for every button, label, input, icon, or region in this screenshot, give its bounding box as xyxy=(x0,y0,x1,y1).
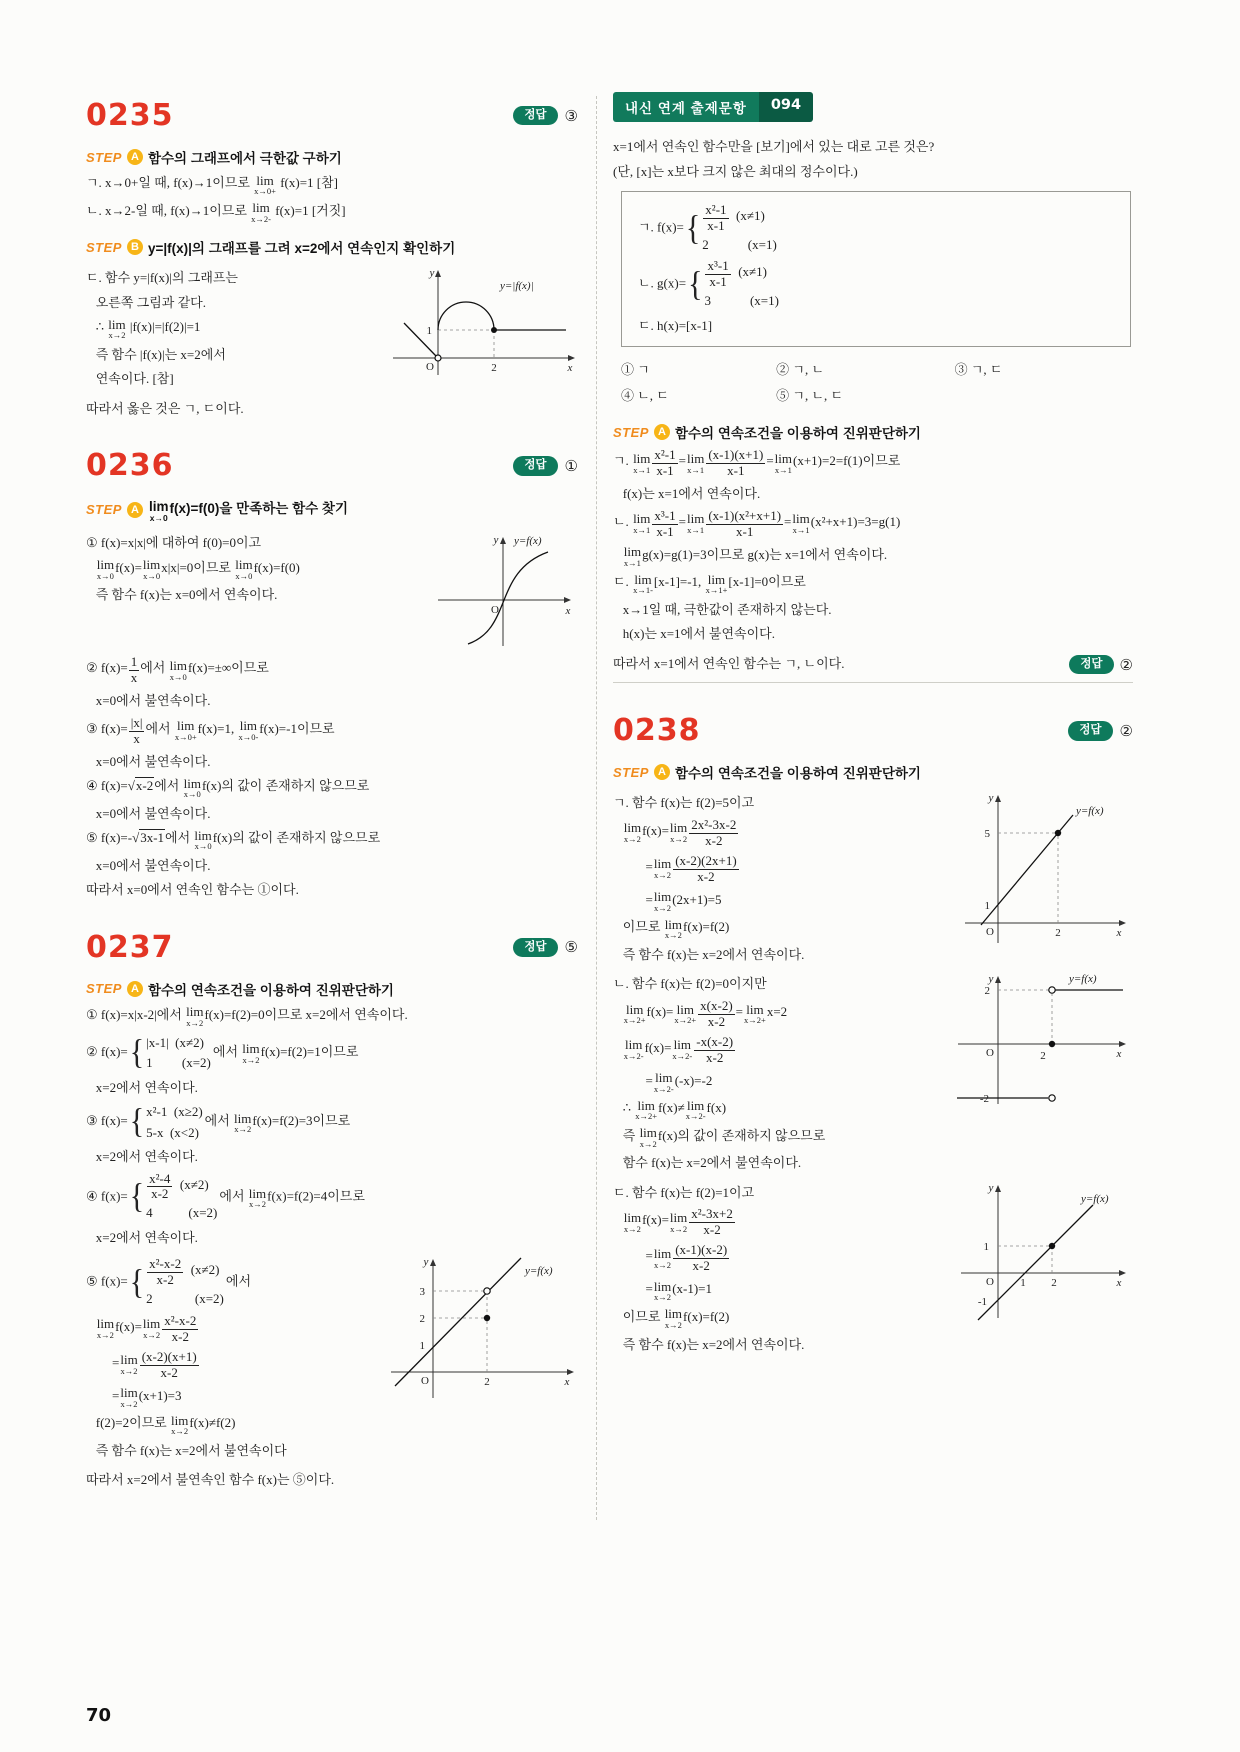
solution-block xyxy=(86,528,578,650)
text-line: ② ㄱ, ㄴ xyxy=(776,362,825,378)
column-divider xyxy=(596,96,597,1520)
graph-238-g3 xyxy=(943,1178,1133,1326)
answer-indicator xyxy=(513,938,578,958)
fraction: $\frac{|x|}{x}$ xyxy=(130,714,143,746)
limit-notation: lim x→2 xyxy=(623,1210,642,1234)
step-heading xyxy=(613,762,1133,782)
problem-header xyxy=(613,713,1133,748)
tick-label: 2 xyxy=(1040,1050,1046,1063)
fraction: $\frac{-x(x-2)}{x-2}$ xyxy=(696,1033,734,1065)
text-line: 따라서 x=1에서 연속인 함수는 ㄱ, ㄴ이다. xyxy=(613,655,845,671)
limit-notation: lim x→2 xyxy=(653,1278,672,1303)
text-line: lim x→2+ f(x)= lim x→2+ $\frac{x(x-2)}{x-2}$ = lim x→2+ x=2 xyxy=(623,997,788,1029)
limit-notation: lim x→2 xyxy=(108,316,126,341)
answer-choice: ③ xyxy=(564,107,578,125)
fraction: $\frac{\text{x²-4}}{x-2}$ xyxy=(149,1170,171,1202)
text-line: 따라서 x=2에서 불연속인 함수 f(x)는 ⑤이다. xyxy=(86,1472,335,1488)
limit-notation: lim x→2 xyxy=(142,1316,161,1341)
step-heading xyxy=(613,422,1133,442)
piecewise-cases: { $\frac{\text{x³-1}}{x-1}$ (x≠1) 3 (x=1) xyxy=(688,258,779,309)
limit-notation: lim x→0 xyxy=(142,557,161,581)
limit-notation: lim x→1 xyxy=(686,511,705,535)
bogi-box xyxy=(621,191,1131,347)
y-axis-label: y xyxy=(429,267,435,280)
text-line: ㄷ. 함수 y=|f(x)|의 그래프는 xyxy=(86,270,238,286)
step-title: 함수의 그래프에서 극한값 구하기 xyxy=(147,151,342,166)
limit-notation: lim x→0 xyxy=(169,658,187,682)
problem-number: 0237 xyxy=(86,929,174,965)
step-title: lim x→0 f(x)=f(0)을 만족하는 함수 찾기 xyxy=(148,498,348,523)
graph-abs-fx xyxy=(378,263,578,385)
piecewise-cases: { x²-1 (x≥2) 5-x (x<2) xyxy=(129,1102,203,1141)
text-line: 즉 함수 f(x)는 x=0에서 연속이다. xyxy=(86,587,278,603)
solution-block xyxy=(613,1178,1133,1359)
problem-0236 xyxy=(86,448,578,899)
limit-notation: lim x→0- xyxy=(238,718,259,743)
problem-number: 0236 xyxy=(86,448,174,484)
limit-notation: lim x→0 xyxy=(183,775,201,800)
right-column xyxy=(613,92,1133,1389)
y-axis-label: y xyxy=(423,1256,429,1269)
answer-badge: 정답 xyxy=(513,106,557,126)
text-line: ⑤ f(x)=-√3x-1에서 lim x→0 f(x)의 값이 존재하지 않으므로 xyxy=(86,827,381,852)
text-line: = lim x→2 $\frac{(x-2)(x+1)}{x-2}$ xyxy=(86,1348,197,1380)
answer-badge: 정답 xyxy=(513,938,557,958)
answer-indicator xyxy=(513,456,578,476)
text-line: ㄱ. 함수 f(x)는 f(2)=5이고 xyxy=(613,795,755,811)
fraction: $\frac{\text{(x-1)(x²+x+1)}}{x-1}$ xyxy=(708,507,782,539)
fraction: $\frac{\text{x²-1}}{x-1}$ xyxy=(654,447,676,479)
fraction: $\frac{x(x-2)}{x-2}$ xyxy=(700,997,733,1029)
answer-choices xyxy=(621,357,1133,408)
limit-notation: lim x→1 xyxy=(686,450,705,475)
step-label: STEP xyxy=(86,149,122,165)
tick-label: 5 xyxy=(984,828,990,841)
tick-label: 3 xyxy=(419,1286,425,1299)
solution-lines xyxy=(613,1178,935,1359)
limit-notation: lim x→2 xyxy=(653,856,672,880)
solution-lines xyxy=(86,173,578,223)
tick-label: 1 xyxy=(419,1340,425,1353)
piecewise-cases: { |x-1| (x≠2) 1 (x=2) xyxy=(129,1033,211,1072)
solution-block xyxy=(613,969,1133,1178)
text-line: ④ ㄴ, ㄷ xyxy=(621,387,669,403)
tick-label: -2 xyxy=(979,1093,989,1106)
y-axis-label: y xyxy=(493,534,499,547)
text-line: ① ㄱ xyxy=(621,362,650,378)
step-heading xyxy=(86,147,578,167)
problem-0237 xyxy=(86,930,578,1490)
limit-notation: lim x→2 xyxy=(669,1210,688,1234)
text-line: ㄷ. 함수 f(x)는 f(2)=1이고 xyxy=(613,1184,755,1200)
text-line: lim x→1 g(x)=g(1)=3이므로 g(x)는 x=1에서 연속이다. xyxy=(623,544,888,568)
step-letter-badge: A xyxy=(127,502,143,518)
answer-indicator xyxy=(1068,721,1133,741)
limit-notation: lim x→2+ xyxy=(744,1001,766,1026)
text-line: (단, [x]는 x보다 크지 않은 최대의 정수이다.) xyxy=(613,163,858,179)
step-label: STEP xyxy=(86,502,122,518)
text-line: = lim x→2- (-x)=-2 xyxy=(613,1070,713,1094)
x-axis-label: x xyxy=(1116,1276,1122,1289)
limit-notation: lim x→2 xyxy=(120,1352,138,1376)
piecewise-cases: { $\frac{\text{x²-4}}{x-2}$ (x≠2) 4 (x=2) xyxy=(129,1170,218,1221)
text-line: ㄱ. lim x→1 $\frac{\text{x²-1}}{x-1}$ = lim x→1 $\frac{(x-1)(x+1)}{x-1}$ = lim x→1 (x+1)=2=f(1)이므로 xyxy=(613,447,901,479)
piecewise-cases: { $\frac{\text{x²-1}}{x-1}$ (x≠1) 2 (x=1) xyxy=(685,202,777,252)
limit-notation: lim x→2 xyxy=(653,1246,672,1270)
x-axis-label: x xyxy=(1116,927,1122,940)
square-root: √3x-1 xyxy=(132,830,165,846)
problem-header xyxy=(86,448,578,483)
limit-notation: lim x→2 xyxy=(171,1412,189,1437)
origin-label: O xyxy=(986,1275,994,1288)
text-line: x=2에서 연속이다. xyxy=(86,1229,198,1245)
text-line: ① f(x)=x|x|에 대하여 f(0)=0이고 xyxy=(86,535,262,551)
limit-notation: lim x→2- xyxy=(672,1037,693,1062)
step-title: y=|f(x)|의 그래프를 그려 x=2에서 연속인지 확인하기 xyxy=(147,241,456,257)
text-line: x=2에서 연속이다. xyxy=(86,1079,198,1095)
limit-notation: lim x→0 xyxy=(96,557,115,581)
answer-choice: ② xyxy=(1119,722,1133,740)
solution-lines xyxy=(613,448,1133,644)
fraction: $\frac{\text{x²-x-2}}{x-2}$ xyxy=(164,1312,197,1344)
text-line: ㄴ. g(x)= { $\frac{\text{x³-1}}{x-1}$ (x≠1) 3 (x=1) xyxy=(638,259,1114,310)
graph-line-discontinuity xyxy=(373,1252,578,1404)
fraction: $\frac{(x-2)(x+1)}{x-2}$ xyxy=(141,1348,197,1380)
two-column-layout xyxy=(86,92,1190,1520)
limit-notation: lim x→2 xyxy=(653,889,672,913)
fraction: $\frac{(x-1)(x+1)}{x-1}$ xyxy=(708,447,764,479)
text-line: 즉 함수 f(x)는 x=2에서 연속이다. xyxy=(613,1336,805,1352)
graph-238-g2 xyxy=(943,969,1133,1111)
limit-notation: lim x→1 xyxy=(623,544,642,568)
problem-number: 0238 xyxy=(613,713,701,749)
text-line: x=0에서 불연속이다. xyxy=(86,857,211,873)
limit-notation: lim x→2 xyxy=(96,1316,115,1341)
answer-choice: ① xyxy=(564,457,578,475)
fraction: $\frac{(x-1)(x-2)}{x-2}$ xyxy=(675,1242,728,1274)
solution-lines xyxy=(86,1252,365,1465)
problem-header xyxy=(86,930,578,965)
text-line: 즉 함수 |f(x)|는 x=2에서 xyxy=(86,346,226,362)
text-line: 이므로 lim x→2 f(x)=f(2) xyxy=(613,1306,730,1331)
origin-label: O xyxy=(421,1375,429,1388)
text-line: 즉 함수 f(x)는 x=2에서 불연속이다 xyxy=(86,1442,287,1458)
text-line: ㄷ. h(x)=[x-1] xyxy=(638,317,713,333)
y-axis-label: y xyxy=(988,1181,994,1194)
step-title: 함수의 연속조건을 이용하여 진위판단하기 xyxy=(674,766,921,782)
text-line: lim x→0 f(x)= lim x→0 x|x|=0이므로 lim x→0 f(x)=f(0) xyxy=(96,557,300,581)
page-number: 70 xyxy=(86,1705,112,1726)
text-line: h(x)는 x=1에서 불연속이다. xyxy=(613,626,775,642)
linked-problem-number: 094 xyxy=(759,92,813,122)
text-line: 함수 f(x)는 x=2에서 불연속이다. xyxy=(613,1155,802,1171)
limit-notation: lim x→2- xyxy=(623,1037,644,1062)
step-letter-badge: A xyxy=(654,424,670,440)
answer-indicator xyxy=(1069,655,1133,679)
limit-notation: lim x→1+ xyxy=(705,571,728,596)
limit-notation: lim x→2+ xyxy=(623,1001,646,1026)
limit-notation: lim x→2 xyxy=(248,1185,267,1210)
fraction: $\frac{\text{x³-1}}{x-1}$ xyxy=(707,258,729,290)
x-axis-label: x xyxy=(567,362,573,375)
text-line: ① f(x)=x|x-2|에서 lim x→2 f(x)=f(2)=0이므로 x=2에서 연속이다. xyxy=(86,1004,408,1029)
problem-header xyxy=(86,98,578,133)
fraction: $\frac{1}{x}$ xyxy=(130,654,138,686)
answer-indicator xyxy=(513,106,578,126)
tick-label: 1 xyxy=(984,900,990,913)
text-line: ④ f(x)=√x-2에서 lim x→0 f(x)의 값이 존재하지 않으므로 xyxy=(86,775,370,800)
tick-label: 1 xyxy=(983,1240,989,1253)
text-line: ㄷ. lim x→1- [x-1]=-1, lim x→1+ [x-1]=0이므로 xyxy=(613,571,806,596)
y-axis-label: y xyxy=(988,792,994,805)
limit-notation: lim x→0 xyxy=(194,827,212,852)
text-line: x=1에서 연속인 함수만을 [보기]에서 있는 대로 고른 것은? xyxy=(613,139,935,154)
fraction: $\frac{\text{x²-1}}{x-1}$ xyxy=(705,202,727,233)
curve-label: y=f(x) xyxy=(1076,805,1104,818)
text-line: x=0에서 불연속이다. xyxy=(86,805,211,821)
x-axis-label: x xyxy=(1116,1048,1122,1061)
text-line: lim x→2- f(x)= lim x→2- $\frac{-x(x-2)}{x-2}$ xyxy=(623,1033,734,1065)
tick-label: 2 xyxy=(491,362,497,375)
text-line: 오른쪽 그림과 같다. xyxy=(86,294,206,310)
linked-problem-094 xyxy=(613,92,1133,683)
text-line: 이므로 lim x→2 f(x)=f(2) xyxy=(613,916,730,941)
fraction: $\frac{\text{2x²-3x-2}}{x-2}$ xyxy=(691,816,737,848)
limit-notation: lim x→2- xyxy=(685,1097,706,1122)
closing-row xyxy=(613,649,1133,679)
text-line: f(x)는 x=1에서 연속이다. xyxy=(613,486,761,502)
origin-label: O xyxy=(426,361,434,374)
text-line: ③ f(x)= { x²-1 (x≥2) 5-x (x<2) 에서 lim x→2 f(x)=f(2)=3이므로 xyxy=(86,1102,351,1141)
x-axis-label: x xyxy=(564,1376,570,1389)
tick-label: 1 xyxy=(1020,1276,1026,1289)
text-line: x=0에서 불연속이다. xyxy=(86,753,211,769)
closing-lines xyxy=(86,1470,578,1490)
solution-block xyxy=(86,1252,578,1465)
limit-notation: lim x→1 xyxy=(633,511,651,535)
limit-notation: lim x→1 xyxy=(792,511,810,535)
text-line: ③ f(x)= $\frac{|x|}{x}$ 에서 lim x→0+ f(x)=1, lim x→0- f(x)=-1이므로 xyxy=(86,714,335,746)
problem-0235 xyxy=(86,98,578,418)
text-line: ② f(x)= { |x-1| (x≠2) 1 (x=2) 에서 lim x→2 f(x)=f(2)=1이므로 xyxy=(86,1033,359,1072)
solution-block xyxy=(86,263,578,394)
answer-choice: ② xyxy=(1119,656,1133,674)
solution-block xyxy=(613,788,1133,969)
text-line: 즉 lim x→2 f(x)의 값이 존재하지 않으므로 xyxy=(613,1125,826,1149)
curve-label: y=f(x) xyxy=(1069,973,1097,986)
text-line: 즉 함수 f(x)는 x=2에서 연속이다. xyxy=(613,946,805,962)
text-line: ∴ lim x→2+ f(x)≠ lim x→2- f(x) xyxy=(613,1097,727,1122)
limit-notation: lim x→2 xyxy=(623,820,642,845)
limit-notation: lim x→2+ xyxy=(674,1001,697,1026)
text-line: ④ f(x)= { $\frac{\text{x²-4}}{x-2}$ (x≠2) 4 (x=2) 에서 lim x→2 f(x)=f(2)=4이므로 xyxy=(86,1172,578,1223)
text-line: ∴ lim x→2 |f(x)|=|f(2)|=1 xyxy=(86,316,201,341)
x-axis-label: x xyxy=(565,605,571,618)
piecewise-cases: { $\frac{\text{x²-x-2}}{x-2}$ (x≠2) 2 (x=2) xyxy=(129,1256,224,1307)
y-axis-label: y xyxy=(988,973,994,986)
step-heading xyxy=(86,979,578,999)
step-label: STEP xyxy=(86,981,122,997)
origin-label: O xyxy=(491,604,499,617)
fraction: $\frac{\text{x²-3x+2}}{x-2}$ xyxy=(691,1206,733,1238)
step-label: STEP xyxy=(613,424,649,440)
text-line: ⑤ f(x)= { $\frac{\text{x²-x-2}}{x-2}$ (x≠2) 2 (x=2) 에서 xyxy=(86,1257,365,1308)
closing-lines xyxy=(86,399,578,419)
text-line: = lim x→2 (x+1)=3 xyxy=(86,1385,182,1409)
step-letter-badge: A xyxy=(127,149,143,165)
curve-label: y=f(x) xyxy=(525,1265,553,1278)
step-letter-badge: A xyxy=(127,981,143,997)
limit-notation: lim x→2 xyxy=(664,1306,683,1331)
text-line: = lim x→2 (2x+1)=5 xyxy=(613,889,722,913)
text-line: ③ ㄱ, ㄷ xyxy=(954,362,1003,378)
limit-notation: lim x→2 xyxy=(639,1125,657,1149)
text-line: 따라서 옳은 것은 ㄱ, ㄷ이다. xyxy=(86,400,244,416)
text-line: ㄴ. lim x→1 $\frac{\text{x³-1}}{x-1}$ = lim x→1 $\frac{\text{(x-1)(x²+x+1)}}{x-1}$ = lim x→1 (x²+x+1)=3=g(1) xyxy=(613,507,901,539)
text-line: = lim x→2 $\frac{(x-2)(2x+1)}{x-2}$ xyxy=(613,852,737,884)
answer-choice: ⑤ xyxy=(564,939,578,957)
text-line: x→1일 때, 극한값이 존재하지 않는다. xyxy=(613,601,832,617)
limit-notation: lim x→1 xyxy=(774,450,792,475)
tick-label: 1 xyxy=(426,325,432,338)
text-line: ㄴ. x→2-일 때, f(x)→1이므로 lim x→2- f(x)=1 [거짓] xyxy=(86,200,346,224)
text-line: lim x→2 f(x)= lim x→2 $\frac{\text{x²-x-2}}{x-2}$ xyxy=(96,1312,197,1344)
tick-label: 2 xyxy=(484,1376,490,1389)
text-line: ㄴ. 함수 f(x)는 f(2)=0이지만 xyxy=(613,976,767,992)
text-line: = lim x→2 $\frac{(x-1)(x-2)}{x-2}$ xyxy=(613,1242,728,1274)
answer-badge: 정답 xyxy=(1069,655,1113,675)
square-root: √x-2 xyxy=(127,778,154,794)
step-title: 함수의 연속조건을 이용하여 진위판단하기 xyxy=(147,982,394,998)
curve-label: y=f(x) xyxy=(514,535,542,548)
section-divider xyxy=(613,682,1133,683)
text-line: lim x→2 f(x)= lim x→2 $\frac{\text{2x²-3x-2}}{x-2}$ xyxy=(623,816,737,848)
origin-label: O xyxy=(986,1047,994,1060)
linked-banner-title: 내신 연계 출제문항 xyxy=(613,92,759,122)
left-column xyxy=(86,92,578,1520)
limit-notation: lim x→2- xyxy=(653,1070,674,1094)
text-line: 따라서 x=0에서 연속인 함수는 ①이다. xyxy=(86,882,299,898)
text-line: ㄱ. f(x)= { $\frac{\text{x²-1}}{x-1}$ (x≠1) 2 (x=1) xyxy=(638,203,1114,254)
solution-lines xyxy=(613,969,935,1178)
curve-label: y=f(x) xyxy=(1081,1192,1109,1205)
tick-label: 2 xyxy=(984,985,990,998)
text-line: ② f(x)= $\frac{1}{x}$ 에서 lim x→0 f(x)=±∞이므로 xyxy=(86,654,269,686)
problem-0238 xyxy=(613,713,1133,1359)
text-line: ㄱ. x→0+일 때, f(x)→1이므로 lim x→0+ f(x)=1 [참] xyxy=(86,172,339,197)
limit-notation: lim x→2 xyxy=(234,1110,252,1135)
text-line: x=2에서 연속이다. xyxy=(86,1149,198,1165)
solution-lines xyxy=(86,528,410,610)
origin-label: O xyxy=(986,926,994,939)
limit-notation: lim x→0+ xyxy=(174,718,197,743)
limit-notation: lim x→2 xyxy=(120,1385,138,1409)
limit-notation: lim x→0+ xyxy=(254,172,276,197)
solution-lines xyxy=(86,263,370,394)
limit-notation: lim x→1 xyxy=(633,450,651,475)
limit-notation: lim x→2 xyxy=(186,1004,204,1029)
question-text xyxy=(613,137,1133,181)
limit-notation: lim x→0 xyxy=(235,557,253,581)
tick-label: 2 xyxy=(1055,927,1061,940)
step-title: 함수의 연속조건을 이용하여 진위판단하기 xyxy=(674,426,921,442)
limit-notation: lim x→2- xyxy=(251,200,272,224)
bogi-items xyxy=(638,203,1114,335)
solution-lines xyxy=(86,655,578,900)
graph-cubic xyxy=(418,528,578,650)
step-letter-badge: B xyxy=(127,239,143,255)
solution-lines xyxy=(86,1005,578,1248)
limit-notation: lim x→2 xyxy=(669,820,688,845)
step-letter-badge: A xyxy=(654,764,670,780)
linked-banner xyxy=(613,92,813,122)
text-line: x=0에서 불연속이다. xyxy=(86,693,211,709)
step-label: STEP xyxy=(613,764,649,780)
step-label: STEP xyxy=(86,239,122,255)
step-heading xyxy=(86,237,578,257)
answer-badge: 정답 xyxy=(1068,721,1112,741)
text-line: f(2)=2이므로 lim x→2 f(x)≠f(2) xyxy=(86,1412,236,1437)
text-line: = lim x→2 (x-1)=1 xyxy=(613,1278,713,1303)
problem-number: 0235 xyxy=(86,98,174,133)
answer-badge: 정답 xyxy=(513,456,557,476)
text-line: lim x→2 f(x)= lim x→2 $\frac{\text{x²-3x+2}}{x-2}$ xyxy=(623,1206,733,1238)
tick-label: 2 xyxy=(1051,1276,1057,1289)
fraction: $\frac{\text{x³-1}}{x-1}$ xyxy=(654,507,676,539)
text-line: ⑤ ㄱ, ㄴ, ㄷ xyxy=(776,387,844,403)
limit-notation: lim x→2+ xyxy=(635,1097,658,1122)
closing-lines xyxy=(613,649,844,679)
graph-238-g1 xyxy=(943,788,1133,950)
solution-lines xyxy=(613,788,935,969)
curve-label: y=|f(x)| xyxy=(500,280,534,293)
fraction: $\frac{\text{x²-x-2}}{x-2}$ xyxy=(149,1256,182,1288)
limit-notation: lim x→2 xyxy=(664,916,683,941)
limit-notation: lim x→1- xyxy=(633,571,653,596)
tick-label: 2 xyxy=(419,1313,425,1326)
fraction: $\frac{(x-2)(2x+1)}{x-2}$ xyxy=(675,852,737,884)
text-line: 연속이다. [참] xyxy=(86,371,174,387)
limit-notation: lim x→0 xyxy=(148,498,169,523)
step-heading xyxy=(86,497,578,522)
tick-label: -1 xyxy=(977,1295,987,1308)
limit-notation: lim x→2 xyxy=(242,1041,260,1065)
